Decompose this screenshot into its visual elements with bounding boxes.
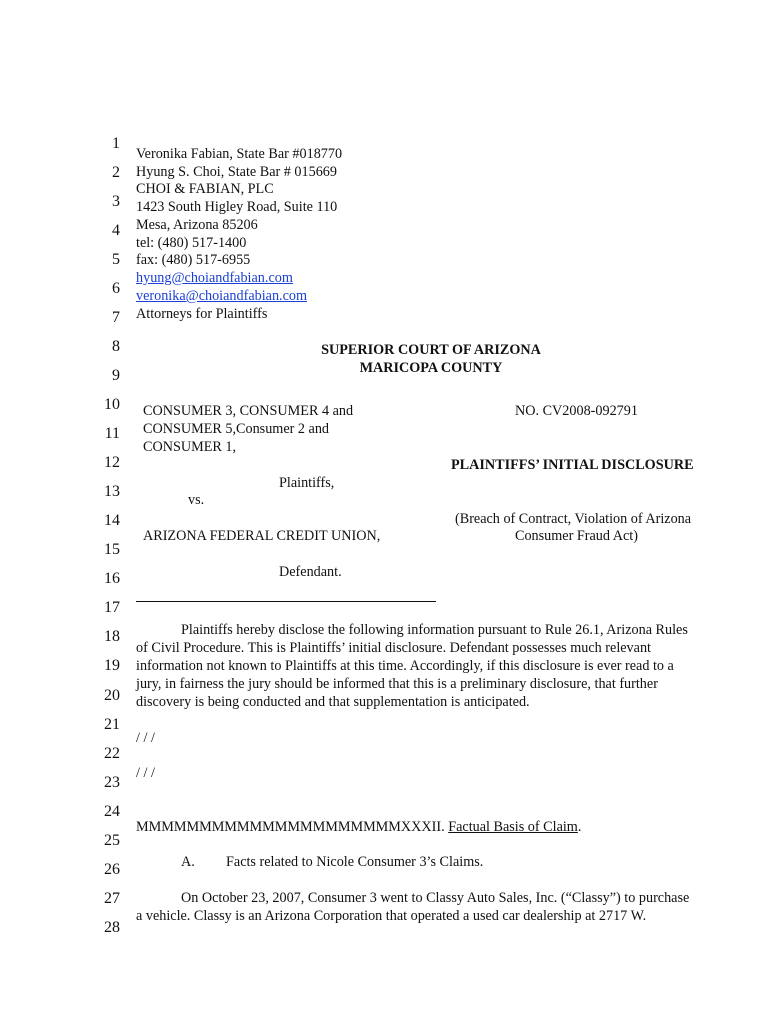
line-number: 6: [112, 280, 120, 297]
line-number: 16: [104, 570, 120, 587]
paragraph-line: discovery is being conducted and that supplementation is anticipated.: [136, 694, 530, 710]
subsection-title: Facts related to Nicole Consumer 3’s Claims.: [226, 854, 484, 870]
paragraph-line: information not known to Plaintiffs at this time. Accordingly, if this disclosure is ever read to a: [136, 658, 674, 674]
line-number: 7: [112, 309, 120, 326]
email-link[interactable]: hyung@choiandfabian.com: [136, 270, 293, 286]
section-heading: [136, 819, 581, 837]
line-number: 28: [104, 919, 120, 936]
line-number: 19: [104, 657, 120, 674]
document-title: PLAINTIFFS’ INITIAL DISCLOSURE: [451, 457, 694, 473]
heading-title: Factual Basis of Claim: [448, 819, 578, 835]
claims-line: (Breach of Contract, Violation of Arizona: [455, 511, 692, 527]
line-number: 5: [112, 251, 120, 268]
attorney-line: CHOI & FABIAN, PLC: [136, 181, 274, 197]
plaintiffs-label: Plaintiffs,: [279, 475, 335, 491]
line-number: 12: [104, 454, 120, 471]
attorney-line: Veronika Fabian, State Bar #018770: [136, 146, 343, 162]
plaintiffs-line: CONSUMER 3, CONSUMER 4 and: [143, 403, 354, 419]
plaintiffs-line: CONSUMER 5,Consumer 2 and: [143, 421, 330, 437]
line-number: 21: [104, 716, 120, 733]
subsection-letter: A.: [181, 854, 195, 870]
line-number: 25: [104, 832, 120, 849]
email-line: [136, 270, 293, 288]
section-separator: / / /: [136, 765, 155, 781]
line-number: 24: [104, 803, 120, 820]
line-number: 1: [112, 135, 120, 152]
attorney-line: Mesa, Arizona 85206: [136, 217, 258, 233]
line-number: 22: [104, 745, 120, 762]
line-number: 2: [112, 164, 120, 181]
court-name: SUPERIOR COURT OF ARIZONA: [321, 342, 541, 358]
attorney-line: fax: (480) 517-6955: [136, 252, 251, 268]
attorney-line: Hyung S. Choi, State Bar # 015669: [136, 164, 337, 180]
line-number: 14: [104, 512, 120, 529]
line-number: 17: [104, 599, 120, 616]
line-number: 9: [112, 367, 120, 384]
line-number: 10: [104, 396, 120, 413]
versus: vs.: [188, 492, 205, 508]
email-line: [136, 288, 307, 306]
line-number: 3: [112, 193, 120, 210]
plaintiffs-line: CONSUMER 1,: [143, 439, 237, 455]
email-link[interactable]: veronika@choiandfabian.com: [136, 288, 308, 304]
line-number: 13: [104, 483, 120, 500]
heading-period: .: [577, 819, 582, 835]
defendant-label: Defendant.: [279, 564, 342, 580]
line-number: 11: [104, 425, 120, 442]
section-separator: / / /: [136, 730, 155, 746]
paragraph-line: of Civil Procedure. This is Plaintiffs’ initial disclosure. Defendant possesses much relevant: [136, 640, 651, 656]
line-number: 27: [104, 890, 120, 907]
claims-line: Consumer Fraud Act): [515, 528, 638, 544]
paragraph-line: a vehicle. Classy is an Arizona Corporation that operated a used car dealership at 2717 W.: [136, 908, 647, 924]
heading-number: MMMMMMMMMMMMMMMMMMMMMXXXII.: [136, 819, 445, 835]
line-number: 20: [104, 687, 120, 704]
defendant-name: ARIZONA FEDERAL CREDIT UNION,: [143, 528, 381, 544]
line-number: 18: [104, 628, 120, 645]
attorney-line: tel: (480) 517-1400: [136, 235, 247, 251]
caption-divider: [136, 601, 436, 602]
court-county: MARICOPA COUNTY: [359, 360, 503, 376]
line-number: 15: [104, 541, 120, 558]
case-number: NO. CV2008-092791: [515, 403, 638, 419]
attorney-line: 1423 South Higley Road, Suite 110: [136, 199, 338, 215]
attorneys-for: Attorneys for Plaintiffs: [136, 306, 268, 322]
line-number: 4: [112, 222, 120, 239]
line-number: 26: [104, 861, 120, 878]
paragraph-line: On October 23, 2007, Consumer 3 went to Classy Auto Sales, Inc. (“Classy”) to purchase: [181, 890, 690, 906]
line-number: 23: [104, 774, 120, 791]
paragraph-line: jury, in fairness the jury should be informed that this is a preliminary disclosure, that further: [136, 676, 658, 692]
line-number: 8: [112, 338, 120, 355]
paragraph-line: Plaintiffs hereby disclose the following information pursuant to Rule 26.1, Arizona Rules: [181, 622, 688, 638]
